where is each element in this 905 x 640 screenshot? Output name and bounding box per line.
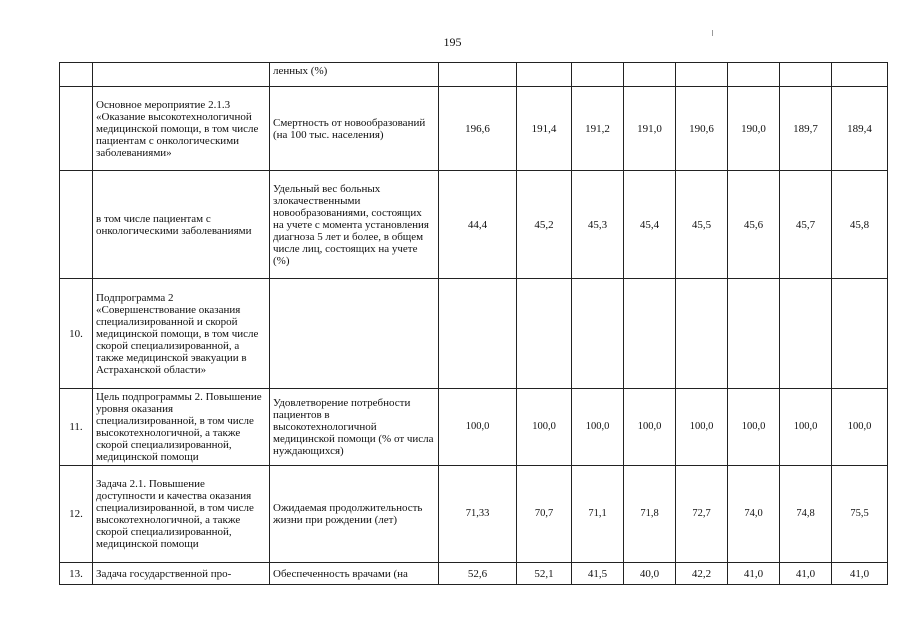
- value-cell: 45,6: [728, 171, 780, 279]
- value-cell: 196,6: [439, 87, 517, 171]
- value-cell: 100,0: [624, 389, 676, 466]
- value-cell: [728, 63, 780, 87]
- value-cell: 45,2: [517, 171, 572, 279]
- activity-cell: Подпрограмма 2 «Совершенствование оказания специализированной и скорой медицинской помощи, в том числе скорой специализированной, а также медицинской эвакуации в Астраханской области»: [93, 279, 270, 389]
- table-row: [60, 87, 888, 171]
- value-cell: 45,4: [624, 171, 676, 279]
- value-cell: 70,7: [517, 466, 572, 563]
- value-cell: 41,5: [572, 563, 624, 585]
- table-row: [60, 466, 888, 563]
- value-cell: [676, 63, 728, 87]
- indicator-cell: [270, 279, 439, 389]
- value-cell: 45,3: [572, 171, 624, 279]
- activity-cell: [93, 63, 270, 87]
- value-cell: [572, 279, 624, 389]
- value-cell: 74,8: [780, 466, 832, 563]
- value-cell: [780, 63, 832, 87]
- table-row: [60, 63, 888, 87]
- indicator-cell: Ожидаемая продолжительность жизни при рождении (лет): [270, 466, 439, 563]
- value-cell: [780, 279, 832, 389]
- scan-speck: [712, 30, 713, 36]
- activity-cell: Задача государственной про-: [93, 563, 270, 585]
- value-cell: 44,4: [439, 171, 517, 279]
- value-cell: 100,0: [780, 389, 832, 466]
- activity-cell: в том числе пациентам с онкологическими заболеваниями: [93, 171, 270, 279]
- value-cell: 45,5: [676, 171, 728, 279]
- table-row: [60, 171, 888, 279]
- value-cell: [517, 279, 572, 389]
- activity-cell: Задача 2.1. Повышение доступности и качества оказания специализированной, в том числе высокотехнологичной, а также скорой специализированной, медицинской помощи: [93, 466, 270, 563]
- page-number: 195: [443, 35, 462, 49]
- value-cell: 189,4: [832, 87, 888, 171]
- value-cell: [624, 63, 676, 87]
- value-cell: [832, 63, 888, 87]
- value-cell: [517, 63, 572, 87]
- row-number-cell: [60, 171, 93, 279]
- value-cell: 41,0: [832, 563, 888, 585]
- value-cell: 75,5: [832, 466, 888, 563]
- value-cell: 100,0: [728, 389, 780, 466]
- value-cell: [439, 63, 517, 87]
- indicator-cell: Удельный вес больных злокачественными новообразованиями, состоящих на учете с момента установления диагноза 5 лет и более, в общем числе лиц, состоящих на учете (%): [270, 171, 439, 279]
- value-cell: 190,0: [728, 87, 780, 171]
- activity-cell: Основное мероприятие 2.1.3 «Оказание высокотехнологичной медицинской помощи, в том числе пациентам с онкологическими заболеваниями»: [93, 87, 270, 171]
- row-number-cell: 10.: [60, 279, 93, 389]
- value-cell: 52,6: [439, 563, 517, 585]
- value-cell: 71,33: [439, 466, 517, 563]
- indicator-cell: Обеспеченность врачами (на: [270, 563, 439, 585]
- value-cell: 45,8: [832, 171, 888, 279]
- row-number-cell: 11.: [60, 389, 93, 466]
- value-cell: 191,0: [624, 87, 676, 171]
- value-cell: [832, 279, 888, 389]
- value-cell: 100,0: [439, 389, 517, 466]
- value-cell: 191,4: [517, 87, 572, 171]
- value-cell: 100,0: [517, 389, 572, 466]
- value-cell: 72,7: [676, 466, 728, 563]
- activity-cell: Цель подпрограммы 2. Повышение уровня оказания специализированной, в том числе высокотехнологичной, а также скорой специализированной, медицинской помощи: [93, 389, 270, 466]
- value-cell: 191,2: [572, 87, 624, 171]
- indicator-cell: Смертность от новообразований (на 100 тыс. населения): [270, 87, 439, 171]
- value-cell: [728, 279, 780, 389]
- value-cell: 42,2: [676, 563, 728, 585]
- value-cell: 100,0: [676, 389, 728, 466]
- row-number-cell: 12.: [60, 466, 93, 563]
- value-cell: [676, 279, 728, 389]
- row-number-cell: [60, 87, 93, 171]
- value-cell: 71,1: [572, 466, 624, 563]
- indicator-cell: Удовлетворение потребности пациентов в высокотехнологичной медицинской помощи (% от числа нуждающихся): [270, 389, 439, 466]
- indicator-table: [59, 62, 888, 585]
- value-cell: 52,1: [517, 563, 572, 585]
- table-row: [60, 389, 888, 466]
- value-cell: 41,0: [728, 563, 780, 585]
- table-body: [60, 63, 888, 585]
- value-cell: 41,0: [780, 563, 832, 585]
- row-number-cell: [60, 63, 93, 87]
- value-cell: 100,0: [832, 389, 888, 466]
- value-cell: 40,0: [624, 563, 676, 585]
- value-cell: [572, 63, 624, 87]
- value-cell: [439, 279, 517, 389]
- value-cell: 45,7: [780, 171, 832, 279]
- value-cell: 190,6: [676, 87, 728, 171]
- table-row: [60, 563, 888, 585]
- value-cell: 71,8: [624, 466, 676, 563]
- indicator-cell: ленных (%): [270, 63, 439, 87]
- value-cell: 189,7: [780, 87, 832, 171]
- value-cell: 74,0: [728, 466, 780, 563]
- value-cell: 100,0: [572, 389, 624, 466]
- table-row: [60, 279, 888, 389]
- row-number-cell: 13.: [60, 563, 93, 585]
- value-cell: [624, 279, 676, 389]
